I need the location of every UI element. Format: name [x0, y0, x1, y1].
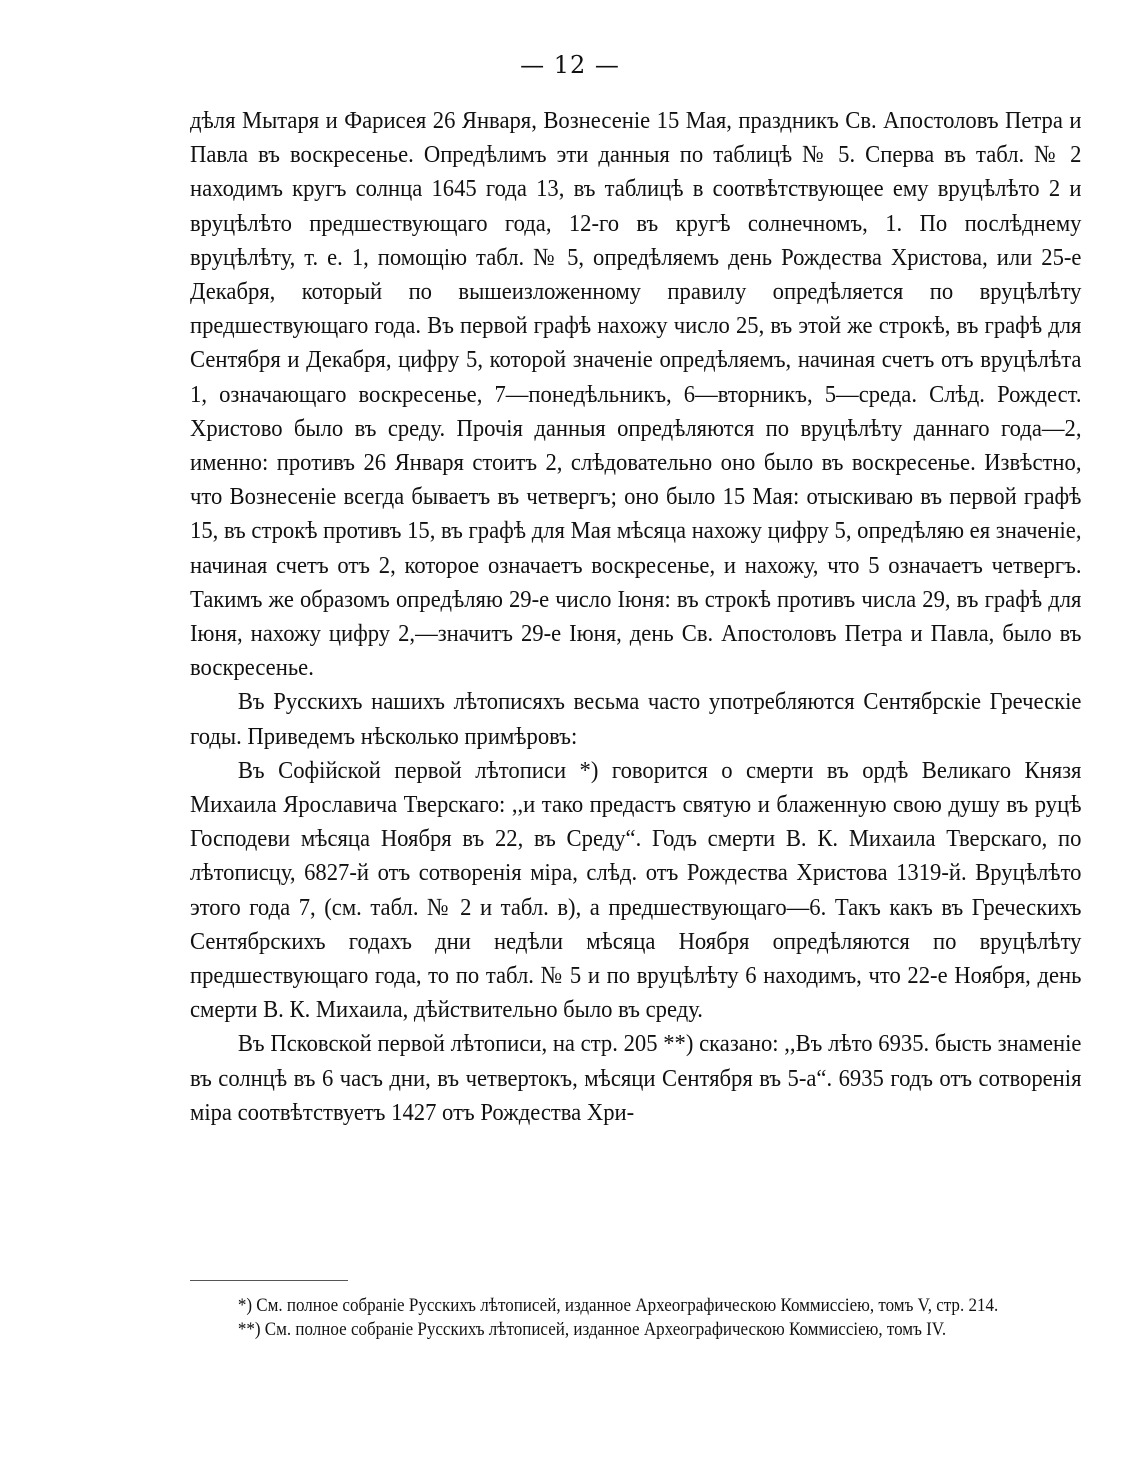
paragraph-3: Въ Софійской первой лѣтописи *) говорится о смерти въ ордѣ Великаго Князя Михаила Ярославича Тверскаго: ,,и тако предастъ святую и блаженную свою душу въ руцѣ Господеви мѣсяца Ноября въ 22, въ Среду“. Годъ смерти В. К. Михаила Тверскаго, по лѣтописцу, 6827-й отъ сотворенія міра, слѣд. отъ Рождества Христова 1319-й. Вруцѣлѣто этого года 7, (см. табл. № 2 и табл. в), а предшествующаго—6. Такъ какъ въ Греческихъ Сентябрскихъ годахъ дни недѣли мѣсяца Ноября опредѣляются по вруцѣлѣту предшествующаго года, то по табл. № 5 и по вруцѣлѣту 6 находимъ, что 22-е Ноября, день смерти В. К. Михаила, дѣйствительно было въ среду.: [190, 756, 1082, 1024]
paragraph-2: Въ Русскихъ нашихъ лѣтописяхъ весьма часто употребляются Сентябрскіе Греческіе годы. Приведемъ нѣсколько примѣровъ:: [190, 688, 1082, 750]
footnote-divider: [190, 1280, 348, 1281]
paragraph-4: Въ Псковской первой лѣтописи, на стр. 205 **) сказано: ,,Въ лѣто 6935. бысть знаменіе въ солнцѣ въ 6 часъ дни, въ четвертокъ, мѣсяци Сентября въ 5-а“. 6935 годъ отъ сотворенія міра соотвѣтствуетъ 1427 отъ Рождества Хри-: [190, 1030, 1082, 1126]
page-number: — 12 —: [520, 51, 620, 79]
footnote-2: **) См. полное собраніе Русскихъ лѣтописей, изданное Археографическою Коммиссіею, томъ IV.: [237, 1320, 947, 1340]
footnotes: [190, 1294, 1081, 1342]
paragraph-1: дѣля Мытаря и Фарисея 26 Января, Вознесеніе 15 Мая, праздникъ Св. Апостоловъ Петра и Павла въ воскресенье. Опредѣлимъ эти данныя по таблицѣ № 5. Сперва въ табл. № 2 находимъ кругъ солнца 1645 года 13, въ таблицѣ в соотвѣтствующее ему вруцѣлѣто 2 и вруцѣлѣто предшествующаго года, 12-го въ кругѣ солнечномъ, 1. По послѣднему вруцѣлѣту, т. е. 1, помощію табл. № 5, опредѣляемъ день Рождества Христова, или 25-е Декабря, который по вышеизложенному правилу опредѣляется по вруцѣлѣту предшествующаго года. Въ первой графѣ нахожу число 25, въ этой же строкѣ, въ графѣ для Сентября и Декабря, цифру 5, которой значеніе опредѣляемъ, начиная счетъ отъ вруцѣлѣта 1, означающаго воскресенье, 7—понедѣльникъ, 6—вторникъ, 5—среда. Слѣд. Рождест. Христово было въ среду. Прочія данныя опредѣляются по вруцѣлѣту даннаго года—2, именно: противъ 26 Января стоитъ 2, слѣдовательно оно было въ воскресенье. Извѣстно, что Вознесеніе всегда бываетъ въ четвергъ; оно было 15 Мая: отыскиваю въ первой графѣ 15, въ строкѣ противъ 15, въ графѣ для Мая мѣсяца нахожу цифру 5, опредѣляю ея значеніе, начиная счетъ отъ 2, которое означаетъ воскресенье, и нахожу, что 5 означаетъ четвергъ. Такимъ же образомъ опредѣляю 29-е число Іюня: въ строкѣ противъ числа 29, въ графѣ для Іюня, нахожу цифру 2,—значитъ 29-е Іюня, день Св. Апостоловъ Петра и Павла, было въ воскресенье.: [190, 107, 1082, 682]
footnote-1: *) См. полное собраніе Русскихъ лѣтописей, изданное Археографическою Коммиссіею, томъ V, стр. 214.: [237, 1296, 999, 1316]
main-text: [190, 104, 1081, 1130]
